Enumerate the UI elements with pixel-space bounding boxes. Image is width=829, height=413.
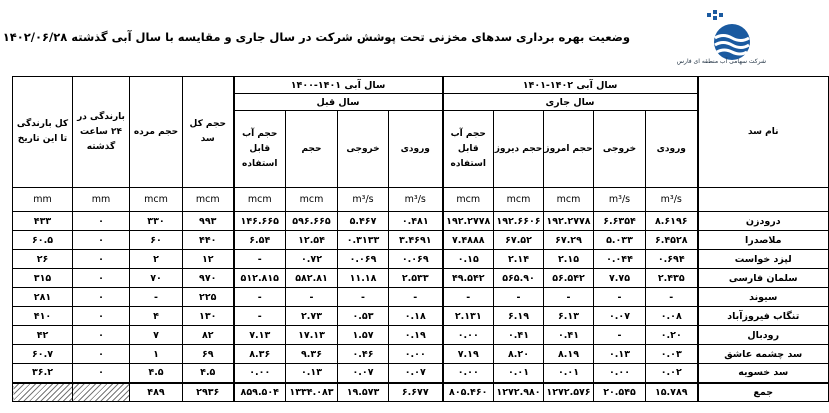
cell-dead: ۴.۵ — [130, 364, 183, 383]
logo-caption: شرکت سهامی آب منطقه ای فارس — [676, 58, 766, 65]
cell-cur-vol-today: ۰.۰۱ — [544, 364, 594, 383]
cell-rain-24h: ۰ — [73, 345, 130, 364]
cell-cur-inflow: ۰.۶۹۴ — [646, 250, 698, 269]
cell-cur-inflow: ۰.۰۲ — [646, 364, 698, 383]
report-title: وضعیت بهره برداری سدهای مخزنی تحت پوشش شرکت در سال جاری و مقایسه با سال آبی گذشته ۱۴۰۲/۰۶/۲۸ — [2, 30, 630, 44]
cell-cur-outflow: ۰.۰۴۴ — [594, 250, 646, 269]
cell-prev-outflow: ۱.۵۷ — [338, 326, 389, 345]
header-cur-usable: حجم آب قابل استفاده — [443, 111, 494, 188]
total-rain-total — [13, 383, 73, 402]
cell-cur-usable: ۷.۴۸۸۸ — [443, 231, 494, 250]
unit-rain-24h: mm — [73, 188, 130, 212]
cell-prev-volume: ۰.۷۲ — [286, 250, 338, 269]
cell-dead: - — [130, 288, 183, 307]
cell-prev-outflow: ۰.۴۶ — [338, 345, 389, 364]
cell-dead: ۷ — [130, 326, 183, 345]
header-current-label: سال جاری — [443, 94, 698, 111]
cell-rain-total: ۲۶ — [13, 250, 73, 269]
cell-cur-vol-today: ۰.۴۱ — [544, 326, 594, 345]
cell-prev-inflow: ۰.۰۶۹ — [389, 250, 443, 269]
total-cur-outflow: ۲۰.۵۴۵ — [594, 383, 646, 402]
cell-prev-inflow: ۰.۰۷ — [389, 364, 443, 383]
cell-rain-total: ۳۶.۲ — [13, 364, 73, 383]
cell-prev-volume: ۱۷.۱۳ — [286, 326, 338, 345]
cell-rain-24h: ۰ — [73, 326, 130, 345]
cell-rain-24h: ۰ — [73, 364, 130, 383]
cell-cur-inflow: ۰.۲۰ — [646, 326, 698, 345]
cell-cur-usable: ۰.۰۰ — [443, 326, 494, 345]
cell-prev-inflow: ۰.۰۰ — [389, 345, 443, 364]
cell-cur-outflow: ۶.۶۳۵۴ — [594, 212, 646, 231]
header-prev-usable: حجم آب قابل استفاده — [234, 111, 286, 188]
cell-dam-name: رودبال — [698, 326, 829, 345]
cell-cur-vol-yesterday: ۶۷.۵۲ — [494, 231, 544, 250]
total-prev-inflow: ۶.۶۷۷ — [389, 383, 443, 402]
header-previous-label: سال قبل — [234, 94, 443, 111]
cell-dam-name: سیوند — [698, 288, 829, 307]
unit-total-vol: mcm — [183, 188, 234, 212]
cell-rain-24h: ۰ — [73, 307, 130, 326]
cell-dead: ۱ — [130, 345, 183, 364]
cell-cur-inflow: ۰.۰۸ — [646, 307, 698, 326]
cell-cur-outflow: ۰.۰۷ — [594, 307, 646, 326]
cell-prev-volume: - — [286, 288, 338, 307]
cell-dead: ۴ — [130, 307, 183, 326]
cell-dead: ۶۰ — [130, 231, 183, 250]
cell-prev-usable: ۷.۱۳ — [234, 326, 286, 345]
cell-dam-vol: ۹۷۰ — [183, 269, 234, 288]
cell-rain-total: ۶۰.۷ — [13, 345, 73, 364]
cell-cur-vol-yesterday: ۶.۱۹ — [494, 307, 544, 326]
cell-prev-usable: ۵۱۲.۸۱۵ — [234, 269, 286, 288]
cell-cur-inflow: ۶.۴۵۲۸ — [646, 231, 698, 250]
cell-cur-vol-today: ۲.۱۵ — [544, 250, 594, 269]
cell-prev-usable: - — [234, 307, 286, 326]
cell-prev-inflow: ۰.۴۸۱ — [389, 212, 443, 231]
cell-dam-name: سد چشمه عاشق — [698, 345, 829, 364]
unit-prev-outflow: m³/s — [338, 188, 389, 212]
header-dam-name: نام سد — [698, 77, 829, 188]
cell-cur-vol-today: ۵۶.۵۴۲ — [544, 269, 594, 288]
total-label: جمع — [698, 383, 829, 402]
cell-prev-volume: ۹.۳۶ — [286, 345, 338, 364]
cell-rain-total: ۴۱۰ — [13, 307, 73, 326]
total-prev-outflow: ۱۹.۵۷۳ — [338, 383, 389, 402]
total-rain-24h — [73, 383, 130, 402]
cell-dam-vol: ۲۲۵ — [183, 288, 234, 307]
cell-rain-24h: ۰ — [73, 269, 130, 288]
total-cur-vol-today: ۱۲۷۲.۵۷۶ — [544, 383, 594, 402]
total-dam-vol: ۲۹۳۶ — [183, 383, 234, 402]
cell-cur-usable: ۷.۱۹ — [443, 345, 494, 364]
cell-cur-outflow: ۷.۷۵ — [594, 269, 646, 288]
header-cur-vol-yesterday: حجم دیروز — [494, 111, 544, 188]
cell-rain-24h: ۰ — [73, 212, 130, 231]
cell-rain-total: ۲۸۱ — [13, 288, 73, 307]
cell-prev-usable: ۰.۰۰ — [234, 364, 286, 383]
cell-dam-vol: ۸۲ — [183, 326, 234, 345]
cell-cur-vol-today: - — [544, 288, 594, 307]
cell-prev-volume: ۵۸۲.۸۱ — [286, 269, 338, 288]
cell-dam-name: سد خسویه — [698, 364, 829, 383]
total-cur-inflow: ۱۵.۷۸۹ — [646, 383, 698, 402]
cell-prev-outflow: ۰.۳۱۳۳ — [338, 231, 389, 250]
header-dam-total-vol: حجم کل سد — [183, 77, 234, 188]
cell-cur-inflow: ۰.۰۳ — [646, 345, 698, 364]
cell-rain-24h: ۰ — [73, 288, 130, 307]
cell-dam-name: تنگاب فیروزآباد — [698, 307, 829, 326]
table-row — [13, 250, 829, 269]
dam-status-table — [12, 76, 829, 402]
header-cur-inflow: ورودی — [646, 111, 698, 188]
cell-rain-24h: ۰ — [73, 250, 130, 269]
unit-prev-inflow: m³/s — [389, 188, 443, 212]
unit-cur-usable: mcm — [443, 188, 494, 212]
cell-prev-inflow: ۰.۱۸ — [389, 307, 443, 326]
cell-prev-usable: ۱۴۶.۶۶۵ — [234, 212, 286, 231]
cell-prev-volume: ۰.۱۳ — [286, 364, 338, 383]
cell-cur-vol-yesterday: - — [494, 288, 544, 307]
cell-dam-name: ملاصدرا — [698, 231, 829, 250]
cell-cur-vol-yesterday: ۱۹۲.۶۶۰۶ — [494, 212, 544, 231]
cell-prev-outflow: ۵.۴۶۷ — [338, 212, 389, 231]
total-prev-volume: ۱۳۳۴.۰۸۳ — [286, 383, 338, 402]
table-row — [13, 288, 829, 307]
cell-rain-24h: ۰ — [73, 231, 130, 250]
cell-cur-vol-today: ۸.۱۹ — [544, 345, 594, 364]
header-previous-year: سال آبی ۱۴۰۱-۱۴۰۰ — [234, 77, 443, 94]
cell-cur-usable: ۴۹.۵۴۲ — [443, 269, 494, 288]
cell-prev-inflow: ۲.۵۳۳ — [389, 269, 443, 288]
cell-prev-outflow: ۰.۵۳ — [338, 307, 389, 326]
header-cur-outflow: خروجی — [594, 111, 646, 188]
cell-dead: ۳۳۰ — [130, 212, 183, 231]
cell-cur-outflow: - — [594, 326, 646, 345]
cell-prev-inflow: ۰.۱۹ — [389, 326, 443, 345]
cell-rain-total: ۴۳۳ — [13, 212, 73, 231]
cell-cur-outflow: ۵.۰۳۳ — [594, 231, 646, 250]
cell-cur-vol-yesterday: ۰.۰۱ — [494, 364, 544, 383]
cell-dam-name: درودزن — [698, 212, 829, 231]
unit-dead: mcm — [130, 188, 183, 212]
table-row — [13, 307, 829, 326]
header-rain-total: کل بارندگی تا این تاریخ — [13, 77, 73, 188]
cell-dam-vol: ۱۳۰ — [183, 307, 234, 326]
cell-dam-vol: ۱۲ — [183, 250, 234, 269]
cell-cur-usable: ۱۹۲.۲۷۷۸ — [443, 212, 494, 231]
cell-cur-vol-yesterday: ۰.۴۱ — [494, 326, 544, 345]
cell-prev-usable: - — [234, 250, 286, 269]
cell-prev-outflow: ۰.۰۶۹ — [338, 250, 389, 269]
cell-prev-volume: ۲.۷۳ — [286, 307, 338, 326]
cell-rain-total: ۴۲ — [13, 326, 73, 345]
cell-cur-vol-yesterday: ۵۶۵.۹۰ — [494, 269, 544, 288]
cell-prev-inflow: - — [389, 288, 443, 307]
unit-cur-outflow: m³/s — [594, 188, 646, 212]
cell-cur-inflow: - — [646, 288, 698, 307]
cell-dam-vol: ۴.۵ — [183, 364, 234, 383]
unit-dam-name — [698, 188, 829, 212]
header-cur-vol-today: حجم امروز — [544, 111, 594, 188]
total-dead: ۴۸۹ — [130, 383, 183, 402]
unit-cur-inflow: m³/s — [646, 188, 698, 212]
table-row — [13, 345, 829, 364]
cell-prev-inflow: ۳.۴۶۹۱ — [389, 231, 443, 250]
cell-cur-vol-yesterday: ۲.۱۴ — [494, 250, 544, 269]
cell-prev-volume: ۵۹۶.۶۶۵ — [286, 212, 338, 231]
cell-prev-outflow: - — [338, 288, 389, 307]
unit-prev-usable: mcm — [234, 188, 286, 212]
cell-cur-inflow: ۸.۶۱۹۶ — [646, 212, 698, 231]
cell-dam-vol: ۹۹۳ — [183, 212, 234, 231]
header-dead-vol: حجم مرده — [130, 77, 183, 188]
header-prev-volume: حجم — [286, 111, 338, 188]
cell-dam-name: سلمان فارسی — [698, 269, 829, 288]
cell-cur-vol-today: ۱۹۲.۲۷۷۸ — [544, 212, 594, 231]
cell-prev-outflow: ۰.۰۷ — [338, 364, 389, 383]
header-prev-inflow: ورودی — [389, 111, 443, 188]
cell-cur-usable: ۰.۱۵ — [443, 250, 494, 269]
total-prev-usable: ۸۵۹.۵۰۴ — [234, 383, 286, 402]
unit-prev-volume: mcm — [286, 188, 338, 212]
total-cur-usable: ۸۰۵.۴۶۰ — [443, 383, 494, 402]
table-row — [13, 364, 829, 383]
header-prev-outflow: خروجی — [338, 111, 389, 188]
cell-cur-usable: - — [443, 288, 494, 307]
unit-cur-vol-yesterday: mcm — [494, 188, 544, 212]
cell-cur-vol-today: ۶.۱۳ — [544, 307, 594, 326]
header-rain-24h: بارندگی در ۲۴ ساعت گذشته — [73, 77, 130, 188]
table-row — [13, 326, 829, 345]
table-row — [13, 231, 829, 250]
cell-prev-usable: - — [234, 288, 286, 307]
cell-rain-total: ۶۰.۵ — [13, 231, 73, 250]
cell-dam-vol: ۶۹ — [183, 345, 234, 364]
table-row — [13, 212, 829, 231]
unit-rain-total: mm — [13, 188, 73, 212]
cell-cur-outflow: - — [594, 288, 646, 307]
cell-rain-total: ۳۱۵ — [13, 269, 73, 288]
cell-dam-vol: ۴۴۰ — [183, 231, 234, 250]
cell-cur-outflow: ۰.۰۰ — [594, 364, 646, 383]
total-cur-vol-yesterday: ۱۲۷۲.۹۸۰ — [494, 383, 544, 402]
unit-cur-vol-today: mcm — [544, 188, 594, 212]
cell-prev-usable: ۸.۳۶ — [234, 345, 286, 364]
cell-dam-name: لپزد خواست — [698, 250, 829, 269]
cell-prev-volume: ۱۲.۵۴ — [286, 231, 338, 250]
cell-cur-vol-today: ۶۷.۲۹ — [544, 231, 594, 250]
cell-prev-usable: ۶.۵۴ — [234, 231, 286, 250]
cell-dead: ۷۰ — [130, 269, 183, 288]
table-row — [13, 269, 829, 288]
cell-dead: ۲ — [130, 250, 183, 269]
cell-cur-usable: ۲.۱۳۱ — [443, 307, 494, 326]
cell-cur-usable: ۰.۰۰ — [443, 364, 494, 383]
header-current-year: سال آبی ۱۴۰۲-۱۴۰۱ — [443, 77, 698, 94]
cell-cur-vol-yesterday: ۸.۲۰ — [494, 345, 544, 364]
cell-prev-outflow: ۱۱.۱۸ — [338, 269, 389, 288]
cell-cur-outflow: ۰.۱۳ — [594, 345, 646, 364]
cell-cur-inflow: ۲.۴۳۵ — [646, 269, 698, 288]
